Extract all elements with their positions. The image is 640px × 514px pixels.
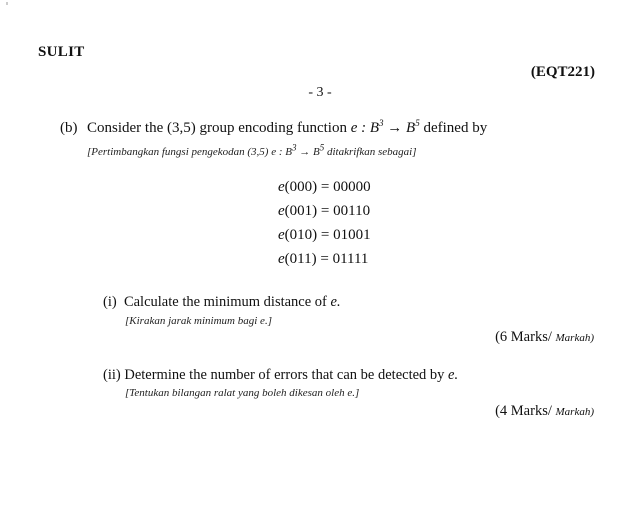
- question-suffix: defined by: [423, 120, 488, 136]
- question-prefix: Consider the: [87, 120, 164, 136]
- encoding-row: e(001) = 00110: [278, 203, 371, 219]
- subquestion-i-translation: [Kirakan jarak minimum bagi e.]: [125, 315, 272, 327]
- subquestion-ii-translation: [Tentukan bilangan ralat yang boleh dikesan oleh e.]: [125, 387, 360, 399]
- group-code: (3,5): [167, 120, 196, 136]
- question-translation: [Pertimbangkan fungsi pengekodan (3,5) e : $B^3 \to B^5$ ditakrifkan sebagai]: [87, 142, 417, 158]
- subquestion-i: (i) Calculate the minimum distance of e.: [103, 294, 341, 310]
- marks-i: (6 Marks/ Markah): [495, 329, 594, 345]
- page-number: - 3 -: [308, 85, 332, 100]
- scan-speck: [6, 2, 8, 5]
- encoding-row: e(011) = 01111: [278, 251, 369, 267]
- marks-ii: (4 Marks/ Markah): [495, 403, 594, 419]
- encoding-row: e(000) = 00000: [278, 179, 371, 195]
- function-signature: e : $B^3 \to B^5$: [350, 118, 420, 136]
- question-middle: group encoding function: [199, 120, 347, 136]
- encoding-row: e(010) = 01001: [278, 227, 371, 243]
- question-text: [87, 120, 487, 137]
- subquestion-ii: (ii) Determine the number of errors that can be detected by e.: [103, 367, 459, 383]
- course-code: (EQT221): [530, 64, 595, 80]
- part-label: (b): [60, 120, 78, 136]
- classification-label: SULIT: [38, 44, 85, 60]
